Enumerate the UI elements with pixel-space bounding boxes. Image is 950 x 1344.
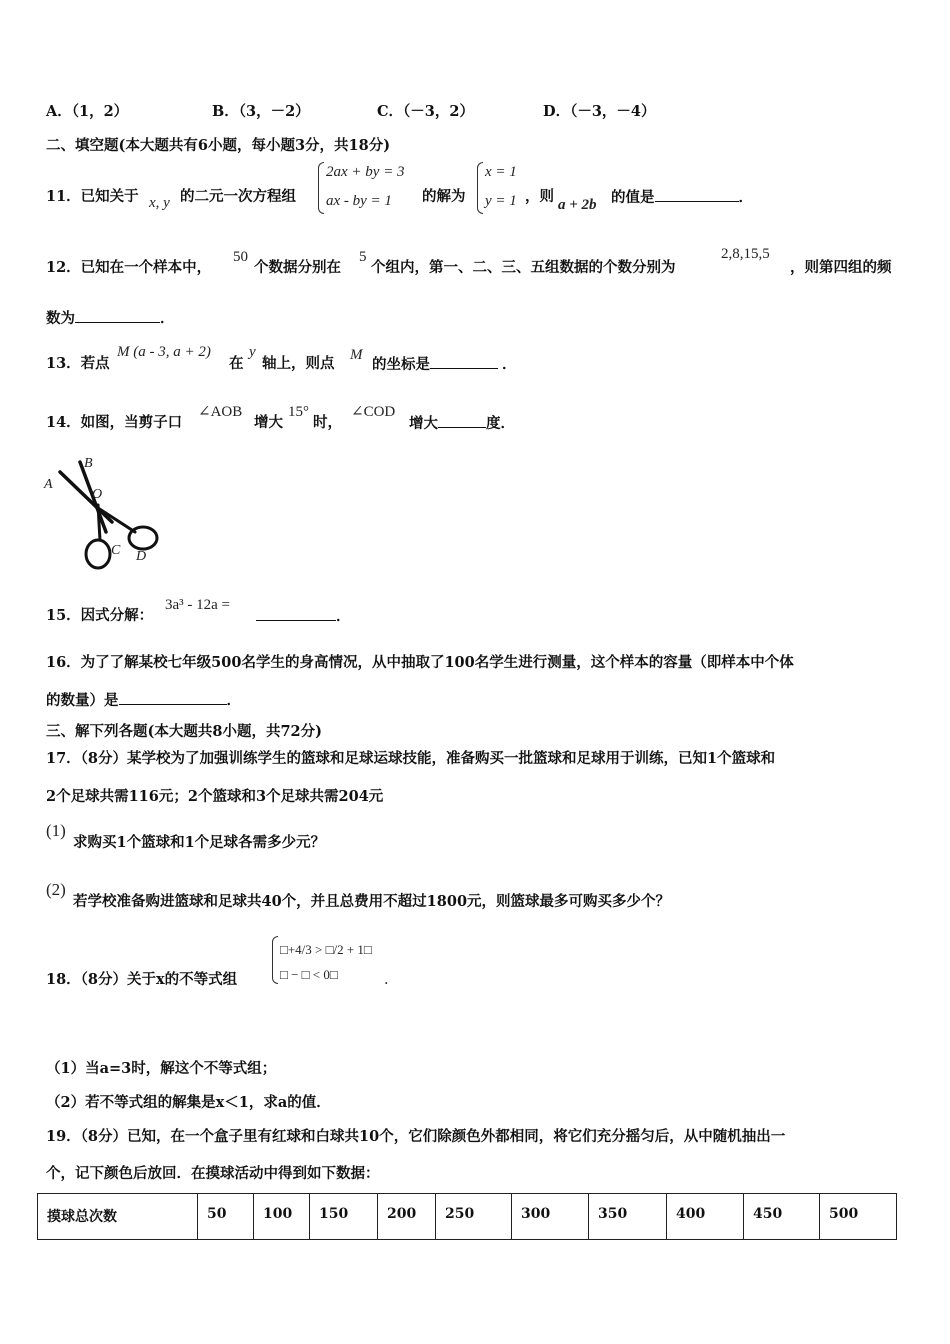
q17-line-1: 17．（8分）某学校为了加强训练学生的篮球和足球运球技能，准备购买一批篮球和足球用于训练，已知1个篮球和 [46, 750, 776, 767]
q13-text-3: 轴上，则点 [262, 355, 335, 372]
q15-answer [256, 606, 351, 627]
q15-end: ． [336, 608, 351, 625]
q11-text-3: 的解为 [422, 188, 466, 205]
table-cell: 350 [589, 1194, 667, 1240]
q11-text-4: ，则 [525, 188, 554, 205]
q11-text-5-label: 的值是 [611, 189, 655, 206]
label-c: C [111, 543, 121, 558]
q15-text-1: 15．因式分解： [46, 607, 154, 624]
q12-nums: 2,8,15,5 [721, 246, 770, 262]
q18-inequality-1: □+4/3 > □/2 + 1□ [280, 942, 372, 957]
q14-degree: 15° [288, 404, 309, 420]
q17-sub-2-number: (2) [46, 880, 66, 899]
q13-text-2: 在 [229, 355, 244, 372]
section-3-heading: 三、解下列各题(本大题共8小题，共72分) [46, 723, 322, 740]
table-cell: 200 [378, 1194, 436, 1240]
q11-text-1: 11．已知关于 [46, 188, 139, 205]
q15-answer-blank[interactable] [256, 606, 336, 621]
q18-system-brace [272, 936, 278, 984]
table-cell: 300 [512, 1194, 589, 1240]
q16-answer-blank[interactable] [119, 690, 227, 705]
q18-end: ． [384, 972, 399, 988]
q11-sol-1: x = 1 [485, 164, 517, 180]
q11-end: ． [738, 189, 753, 206]
q12-text-5 [46, 308, 175, 329]
label-b: B [84, 456, 93, 471]
q13-point: M (a - 3, a + 2) [117, 344, 211, 360]
q13-axis: y [249, 344, 256, 360]
q19-line-2: 个，记下颜色后放回．在摸球活动中得到如下数据： [46, 1165, 380, 1182]
q14-answer-blank[interactable] [438, 413, 486, 428]
q19-line-1: 19．（8分）已知，在一个盒子里有红球和白球共10个，它们除颜色外都相同，将它们充分摇匀后，从中随机抽出一 [46, 1128, 786, 1145]
scissors-figure [40, 450, 170, 575]
q17-line-2: 2个足球共需116元；2个篮球和3个足球共需204元 [46, 788, 384, 805]
table-cell: 100 [254, 1194, 310, 1240]
q13-answer-blank[interactable] [430, 354, 498, 369]
q11-sol-2: y = 1 [485, 193, 517, 209]
table-cell: 400 [667, 1194, 744, 1240]
q14-text-4-label: 增大 [409, 415, 438, 432]
scissors-handle-d [129, 527, 157, 549]
q18-line-1: 18．（8分）关于x的不等式组 [46, 971, 238, 988]
label-a: A [44, 477, 53, 492]
table-header-cell: 摸球总次数 [38, 1194, 198, 1240]
q14-text-2: 增大 [254, 414, 283, 431]
q15-expr: 3a³ - 12a = [165, 597, 231, 613]
q17-sub-1: 求购买1个篮球和1个足球各需多少元？ [73, 834, 326, 851]
q16-end: ． [226, 692, 241, 709]
table-cell: 250 [436, 1194, 512, 1240]
q18-sub-2: （2）若不等式组的解集是x＜1，求a的值． [46, 1094, 331, 1111]
q16-line-1: 16．为了了解某校七年级500名学生的身高情况，从中抽取了100名学生进行测量，这个样本的容量（即样本中个体 [46, 654, 794, 671]
q11-eq-2: ax - by = 1 [326, 193, 392, 209]
q11-answer-blank[interactable] [655, 187, 739, 202]
q12-text-1: 12．已知在一个样本中， [46, 259, 212, 276]
q18-inequality-2: □ − □ < 0□ [280, 967, 338, 982]
q18-sub-1: （1）当a=3时，解这个不等式组； [46, 1060, 277, 1077]
q17-sub-1-number: (1) [46, 821, 66, 840]
q11-vars: x, y [149, 195, 170, 211]
q12-text-5-label: 数为 [46, 310, 75, 327]
label-d: D [136, 549, 147, 564]
ball-draw-table [37, 1193, 897, 1240]
scissors-handle-c [86, 540, 110, 568]
q14-text-1: 14．如图，当剪子口 [46, 414, 183, 431]
choice-d: D．（－3，－4） [543, 103, 656, 120]
q11-expr: a + 2b [558, 197, 597, 213]
table-cell: 150 [310, 1194, 378, 1240]
q12-answer-blank[interactable] [75, 308, 160, 323]
q14-angle-aob: ∠AOB [198, 404, 243, 420]
q14-text-5: 度． [486, 415, 515, 432]
q12-text-4: ，则第四组的频 [790, 259, 892, 276]
table-cell: 500 [820, 1194, 897, 1240]
q16-line-2-label: 的数量）是 [46, 692, 119, 709]
table-cell: 450 [744, 1194, 820, 1240]
q11-text-2: 的二元一次方程组 [180, 188, 296, 205]
q12-end: ． [160, 310, 175, 327]
q13-m: M [350, 347, 363, 363]
q11-text-5 [611, 187, 753, 208]
q14-text-3: 时， [313, 414, 342, 431]
q11-system-brace [318, 162, 324, 214]
q12-text-2: 个数据分别在 [254, 259, 341, 276]
q13-text-4-label: 的坐标是 [372, 356, 430, 373]
q13-end: ． [502, 356, 517, 373]
table-row [38, 1194, 897, 1240]
q13-text-1: 13．若点 [46, 355, 110, 372]
choice-c: C．（－3，2） [377, 103, 474, 120]
label-o: O [92, 487, 103, 502]
q11-eq-1: 2ax + by = 3 [326, 164, 405, 180]
section-2-heading: 二、填空题(本大题共有6小题，每小题3分，共18分) [46, 137, 391, 154]
choice-a: A．（1，2） [46, 103, 129, 120]
q12-num-5: 5 [359, 249, 367, 265]
table-cell: 50 [198, 1194, 254, 1240]
q13-text-4 [372, 354, 517, 375]
q12-text-3: 个组内，第一、二、三、五组数据的个数分别为 [371, 259, 676, 276]
q14-text-4 [409, 413, 515, 434]
q14-angle-cod: ∠COD [351, 404, 396, 420]
q11-solution-brace [477, 162, 483, 214]
choice-b: B．（3，－2） [212, 103, 310, 120]
q12-num-50: 50 [233, 249, 248, 265]
q17-sub-2: 若学校准备购进篮球和足球共40个，并且总费用不超过1800元，则篮球最多可购买多少个？ [73, 893, 671, 910]
q16-line-2 [46, 690, 241, 711]
